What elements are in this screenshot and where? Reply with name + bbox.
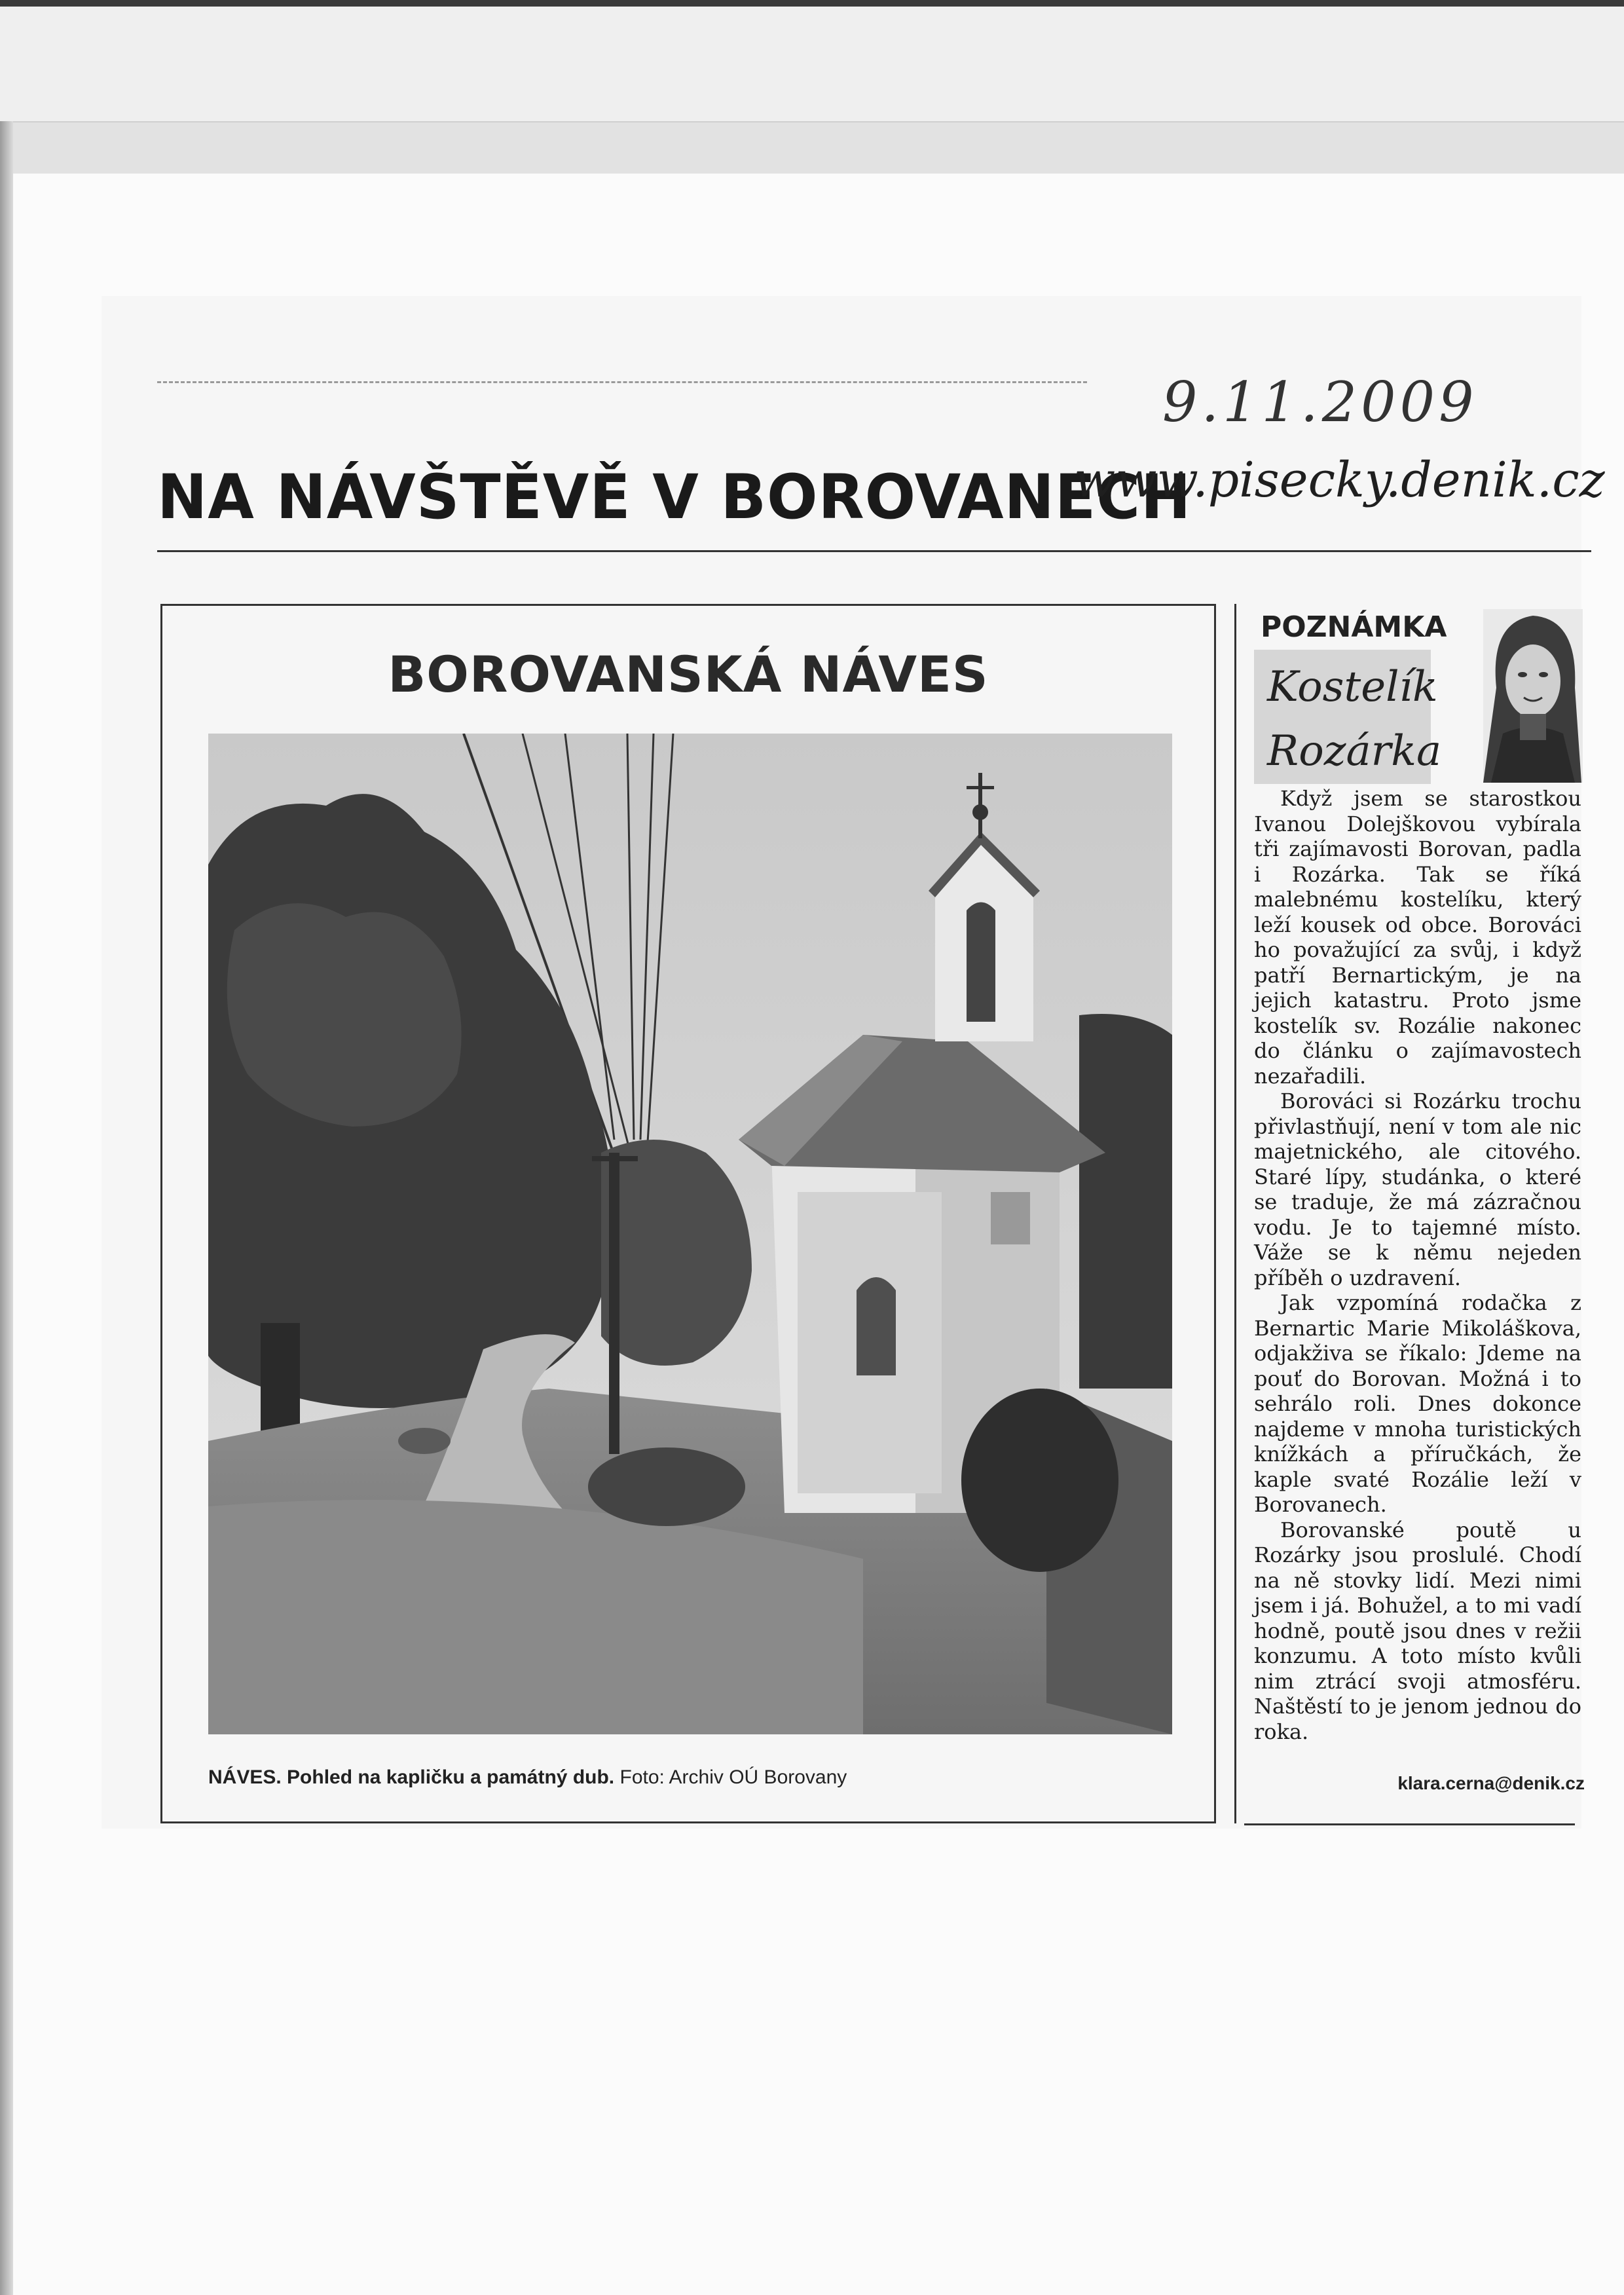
scanner-strip <box>0 121 1624 175</box>
note-paragraph: Jak vzpomíná rodačka z Bernartic Marie Mikoláškova, odjakživa se říkalo: Jdeme na pouť do Borovan. Možná i to sehrálo roli. Dnes dokonce najdeme v mnoha turistických knížkách a příručkách, že kaple svaté Rozálie leží v Borovanech. <box>1254 1290 1581 1517</box>
note-title <box>1267 655 1441 783</box>
author-portrait-graphic <box>1483 609 1583 783</box>
scanner-top-edge <box>0 0 1624 7</box>
cut-line <box>157 381 1087 383</box>
note-column <box>1244 604 1585 1823</box>
note-paragraph: Borováci si Rozárku trochu přivlastňují, není v tom ale nic majetnického, ale citového. Staré lípy, studánka, o které se traduje, že má zázračnou vodu. Je to tajemné místo. Váže se k němu nejeden příběh o uzdravení. <box>1254 1089 1581 1290</box>
article-box <box>160 604 1216 1823</box>
website-url: www.pisecky.denik.cz <box>1074 452 1605 508</box>
note-title-line-1: Kostelík <box>1267 663 1438 711</box>
author-portrait <box>1483 609 1583 783</box>
note-paragraph: Borovanské poutě u Rozárky jsou proslulé. Chodí na ně stovky lidí. Mezi nimi jsem i já. Bohužel, a to mi vadí hodně, poutě jsou dnes v režii konzumu. A toto místo kvůli nim ztrácí svoji atmosféru. Naštěstí to je jenom jednou do roka. <box>1254 1517 1581 1744</box>
note-bottom-rule <box>1244 1823 1575 1825</box>
header-rule <box>157 550 1591 552</box>
photo-caption <box>208 1766 847 1789</box>
author-email[interactable]: klara.cerna@denik.cz <box>1397 1773 1585 1793</box>
note-label: POZNÁMKA <box>1261 610 1447 644</box>
column-divider <box>1234 604 1236 1823</box>
note-body <box>1254 786 1581 1744</box>
note-paragraph: Když jsem se starostkou Ivanou Dolejškovou vybírala tři zajímavosti Borovan, padla i Rozárka. Tak se říká malebnému kostelíku, který leží kousek od obce. Borováci ho považující za svůj, i když patří Bernartickým, je na jejich katastru. Proto jsme kostelík sv. Rozálie nakonec do článku o zajímavostech nezařadili. <box>1254 786 1581 1089</box>
scanner-left-edge <box>0 121 13 2295</box>
chapel-photo-graphic <box>208 734 1172 1734</box>
photo-credit: Foto: Archiv OÚ Borovany <box>614 1766 847 1788</box>
chapel-photo <box>208 734 1172 1734</box>
section-headline: NA NÁVŠTĚVĚ V BOROVANECH <box>157 462 1192 533</box>
note-title-line-2: Rozárka <box>1267 727 1442 775</box>
caption-text: NÁVES. Pohled na kapličku a památný dub. <box>208 1766 615 1788</box>
handwritten-date: 9.11.2009 <box>1162 370 1478 434</box>
article-title: BOROVANSKÁ NÁVES <box>388 645 989 703</box>
note-title-box <box>1254 650 1442 784</box>
